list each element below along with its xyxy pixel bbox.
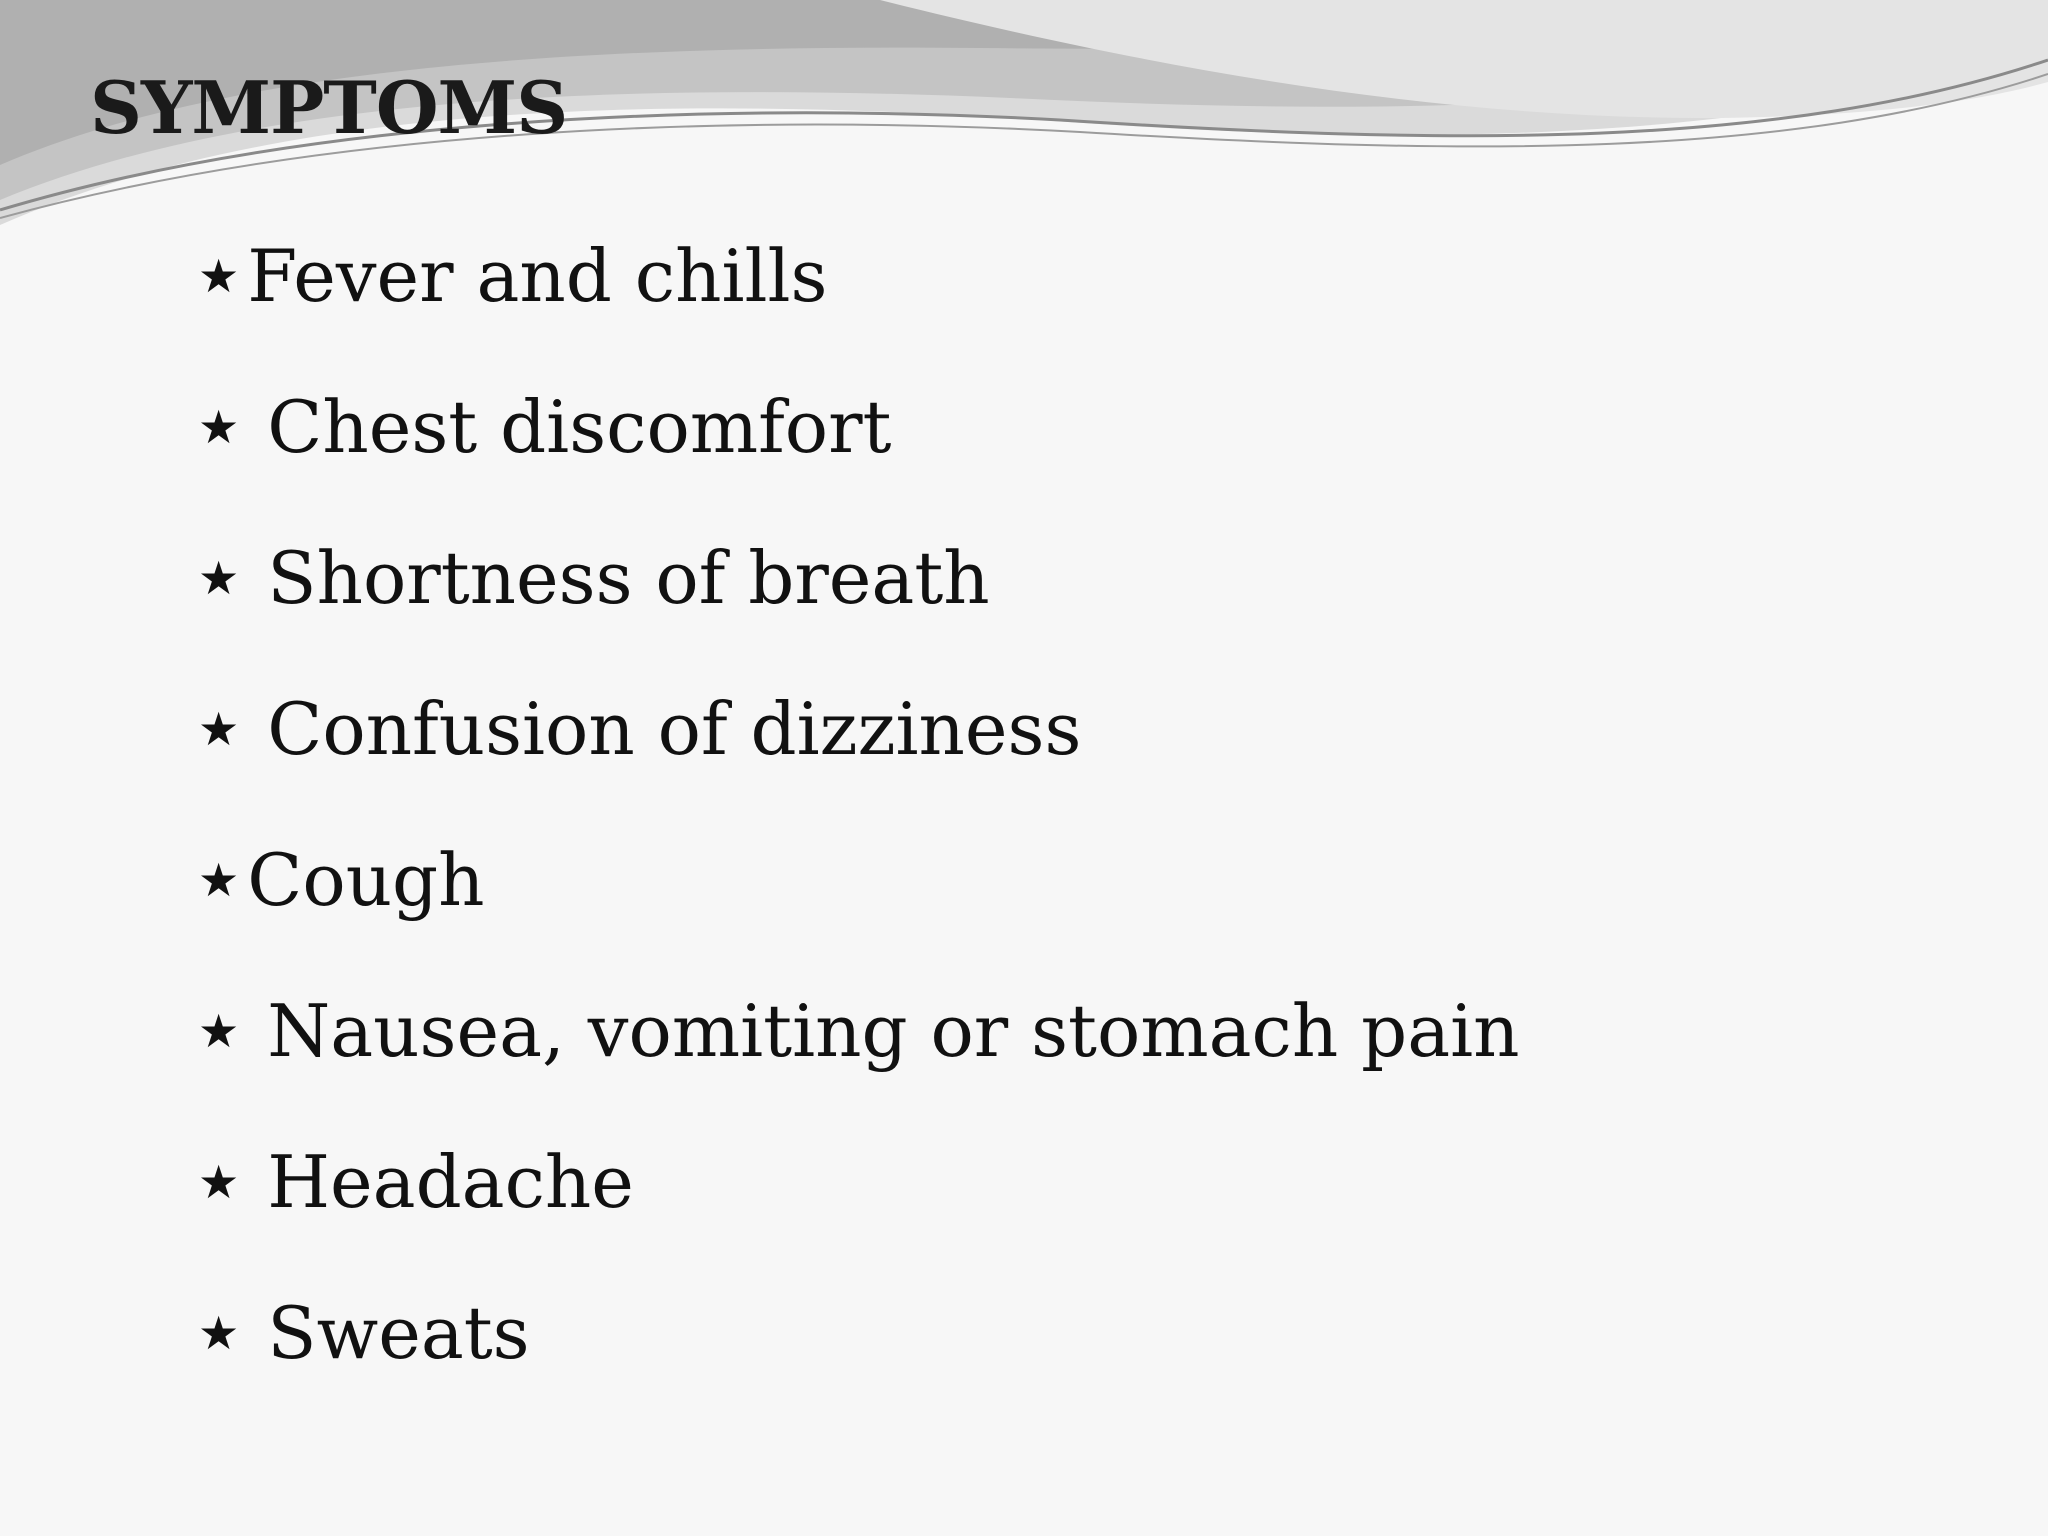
list-item: [198, 804, 1520, 955]
list-item-label: Fever and chills: [247, 233, 828, 318]
star-icon: ★: [198, 248, 240, 303]
star-icon: ★: [198, 399, 240, 454]
star-icon: ★: [198, 1003, 240, 1058]
star-icon: ★: [198, 1154, 240, 1209]
symptom-list: [198, 200, 1520, 1408]
list-item: [198, 955, 1520, 1106]
list-item-label: Shortness of breath: [267, 535, 990, 620]
list-item-label: Nausea, vomiting or stomach pain: [267, 988, 1520, 1073]
list-item-label: Confusion of dizziness: [267, 686, 1082, 771]
list-item-label: Sweats: [267, 1290, 530, 1375]
star-icon: ★: [198, 701, 240, 756]
list-item-label: Cough: [247, 837, 485, 922]
slide-title: SYMPTOMS: [90, 65, 568, 150]
star-icon: ★: [198, 550, 240, 605]
list-item: [198, 502, 1520, 653]
list-item-label: Headache: [267, 1139, 634, 1224]
list-item: [198, 200, 1520, 351]
star-icon: ★: [198, 852, 240, 907]
list-item: [198, 1106, 1520, 1257]
list-item: [198, 653, 1520, 804]
list-item-label: Chest discomfort: [267, 384, 892, 469]
list-item: [198, 1257, 1520, 1408]
star-icon: ★: [198, 1305, 240, 1360]
list-item: [198, 351, 1520, 502]
